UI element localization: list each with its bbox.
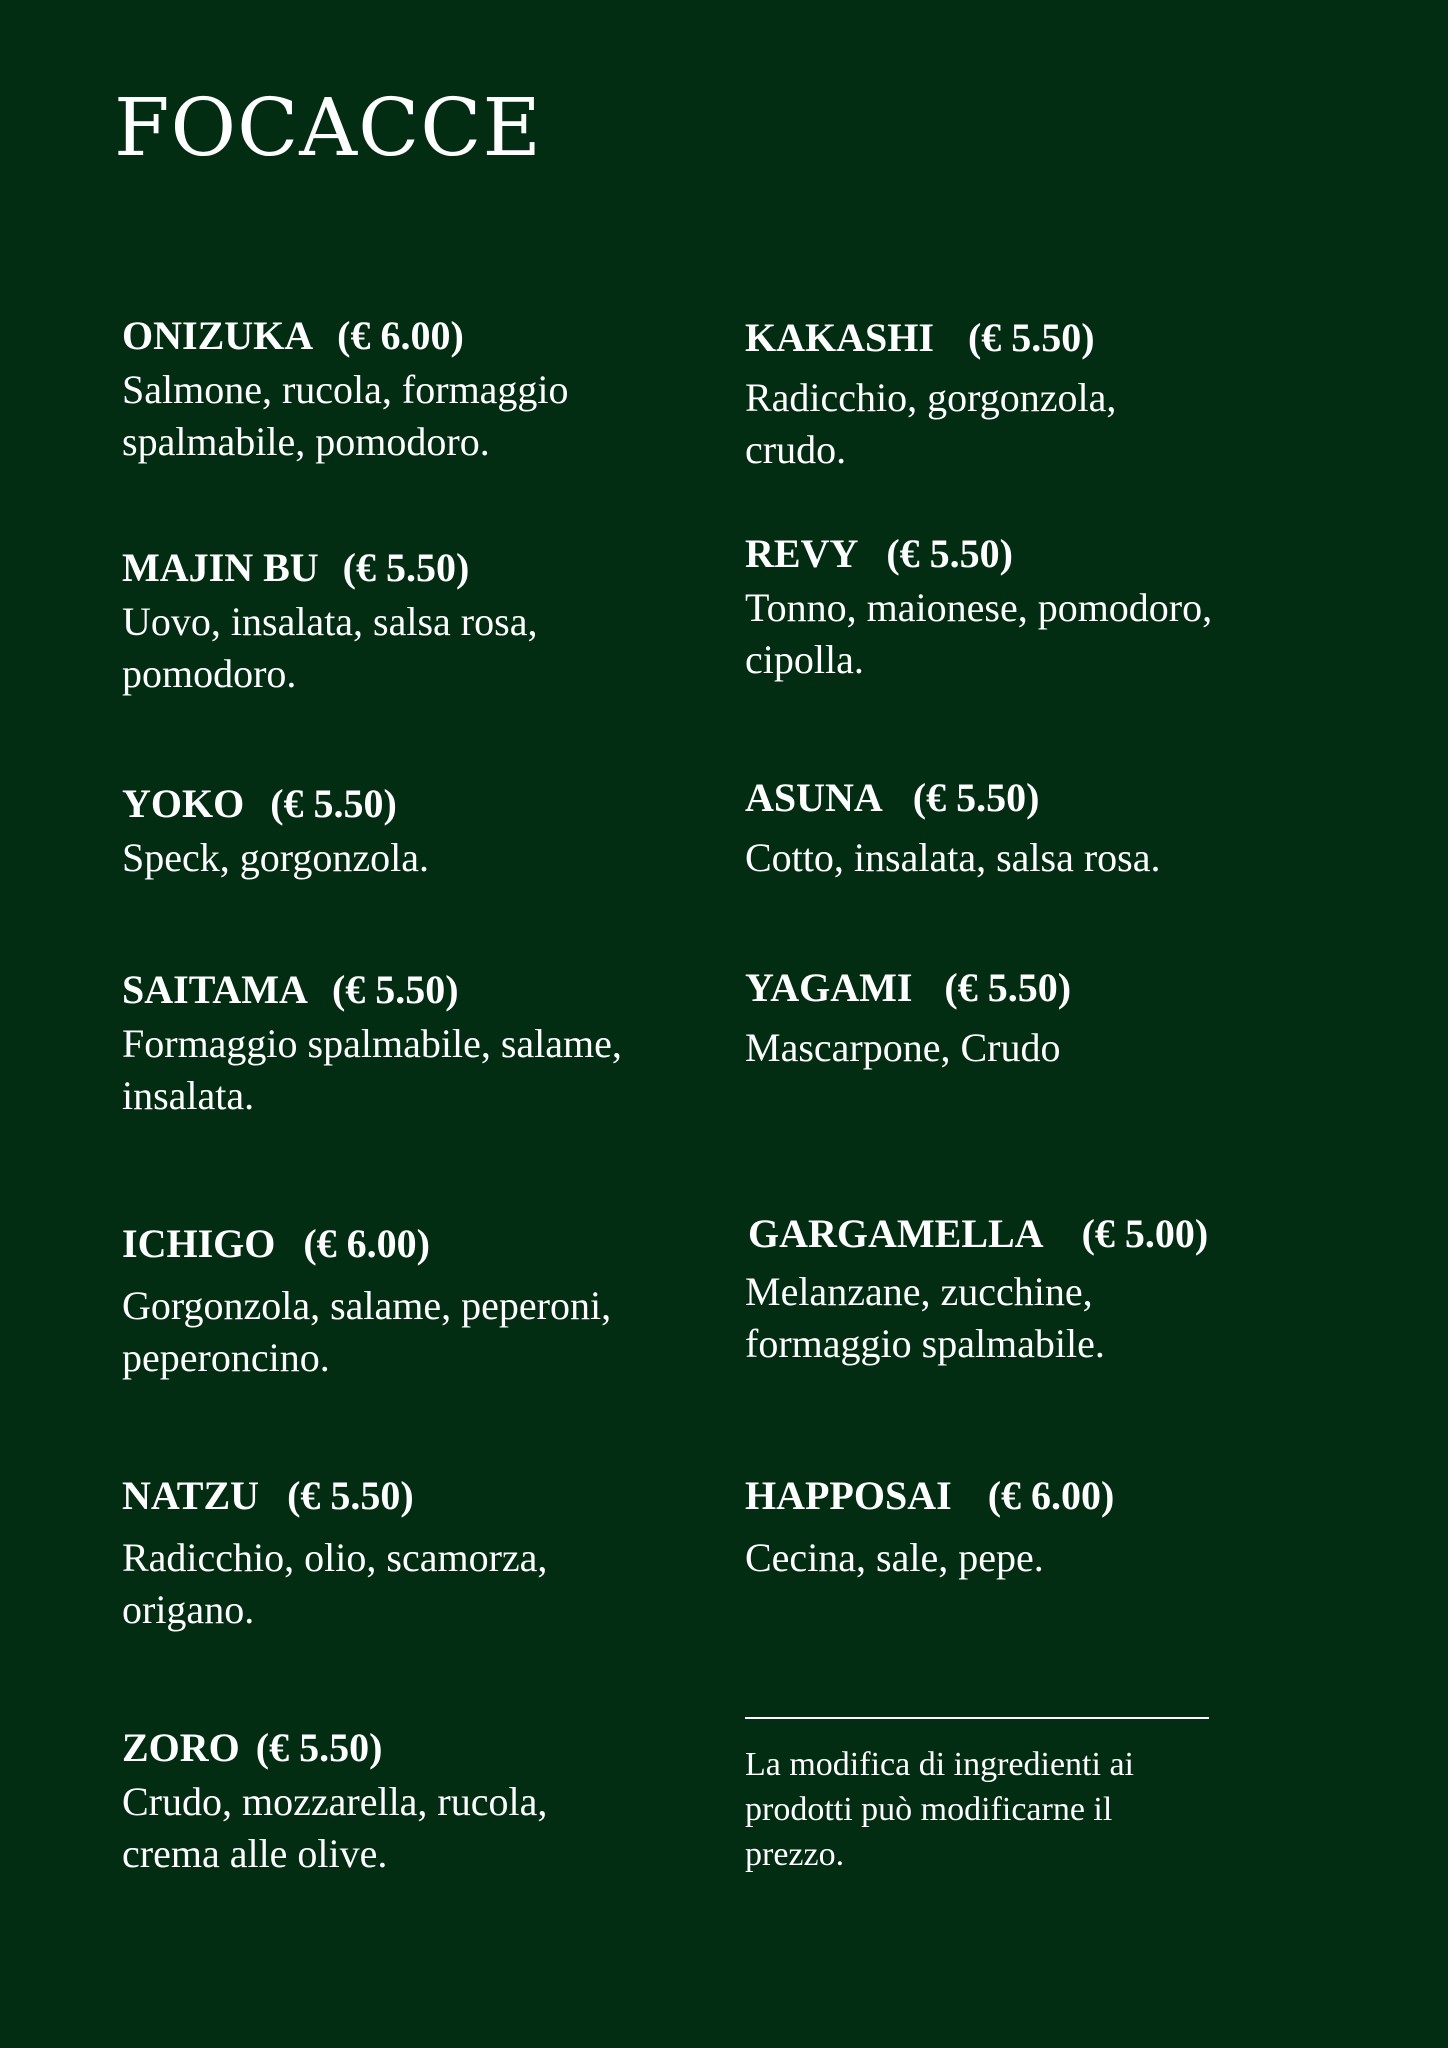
item-name: MAJIN BU [122,545,319,590]
menu-item-natzu [122,1473,682,1636]
item-name: ZORO [122,1725,240,1770]
item-price: (€ 5.50) [255,1725,383,1770]
item-name: HAPPOSAI [745,1473,952,1518]
menu-item-asuna [745,775,1305,884]
menu-item-gargamella [745,1211,1308,1370]
menu-item-majin-bu [122,545,682,700]
item-price: (€ 5.50) [331,967,459,1012]
item-price: (€ 6.00) [337,313,464,358]
item-description: Formaggio spalmabile, salame, insalata. [122,1021,622,1118]
item-description: Uovo, insalata, salsa rosa, pomodoro. [122,599,538,696]
item-name: GARGAMELLA [748,1211,1044,1256]
item-price: (€ 5.50) [270,781,397,826]
price-note: La modifica di ingredienti ai prodotti può modificarne il prezzo. [745,1746,1134,1873]
menu-item-kakashi [745,315,1305,476]
item-description: Gorgonzola, salame, peperoni, peperoncino. [122,1283,612,1380]
item-price: (€ 5.50) [912,775,1040,820]
page-title: FOCACCE [114,81,542,174]
item-name: NATZU [122,1473,260,1518]
menu-item-yoko [122,781,682,884]
item-name: SAITAMA [122,967,308,1012]
item-name: KAKASHI [745,315,934,360]
menu-item-zoro [122,1725,682,1880]
item-description: Cotto, insalata, salsa rosa. [745,835,1161,880]
item-name: ONIZUKA [122,313,314,358]
item-name: YAGAMI [745,965,913,1010]
item-price: (€ 5.50) [342,545,470,590]
item-price: (€ 5.00) [1081,1211,1209,1256]
menu-item-yagami [745,965,1305,1074]
item-description: Tonno, maionese, pomodoro, cipolla. [745,585,1213,682]
menu-item-saitama [122,967,682,1122]
item-description: Mascarpone, Crudo [745,1025,1061,1070]
divider [745,1717,1209,1719]
item-name: REVY [745,531,859,576]
item-price: (€ 5.50) [886,531,1013,576]
item-description: Cecina, sale, pepe. [745,1535,1044,1580]
item-name: YOKO [122,781,245,826]
item-price: (€ 5.50) [944,965,1072,1010]
menu-item-revy [745,531,1305,686]
item-price: (€ 6.00) [987,1473,1115,1518]
menu-item-ichigo [122,1221,682,1384]
item-price: (€ 5.50) [967,315,1095,360]
menu-item-happosai [745,1473,1305,1584]
item-description: Melanzane, zucchine, formaggio spalmabile. [745,1269,1105,1366]
item-description: Crudo, mozzarella, rucola, crema alle olive. [122,1779,548,1876]
item-price: (€ 6.00) [303,1221,430,1266]
menu-item-onizuka [122,313,682,468]
item-description: Salmone, rucola, formaggio spalmabile, pomodoro. [122,367,569,464]
item-name: ICHIGO [122,1221,276,1266]
item-name: ASUNA [745,775,883,820]
item-description: Radicchio, gorgonzola, crudo. [745,375,1117,472]
item-description: Speck, gorgonzola. [122,835,429,880]
item-price: (€ 5.50) [287,1473,414,1518]
item-description: Radicchio, olio, scamorza, origano. [122,1535,548,1632]
